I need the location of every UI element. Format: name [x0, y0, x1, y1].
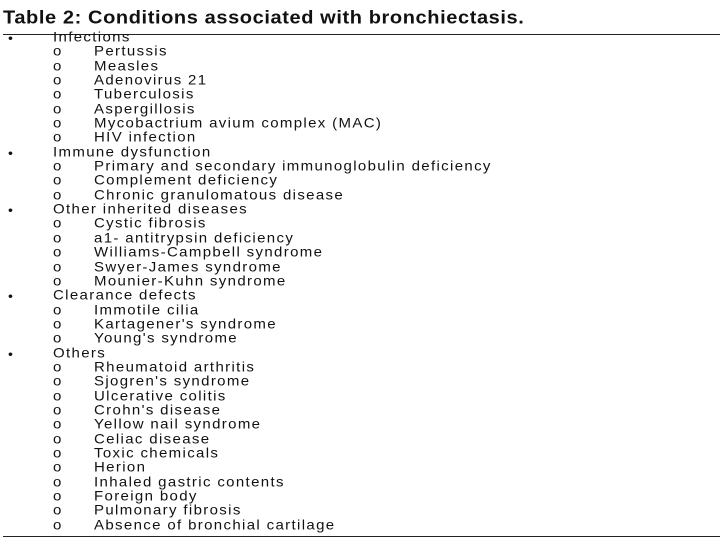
list-item	[0, 361, 720, 374]
bullet-icon: •	[8, 288, 13, 304]
condition-label: Crohn's disease	[94, 402, 222, 419]
condition-label: Adenovirus 21	[94, 72, 208, 89]
list-item	[0, 175, 720, 188]
bottom-rule	[3, 536, 720, 537]
circle-bullet-icon: o	[53, 87, 62, 103]
condition-label: Toxic chemicals	[94, 445, 220, 462]
category-label: Infections	[53, 29, 131, 46]
condition-label: Mounier-Kuhn syndrome	[94, 273, 287, 290]
category-row	[0, 347, 720, 360]
category-group	[0, 31, 720, 146]
condition-label: Pulmonary fibrosis	[94, 503, 242, 519]
conditions-list	[0, 31, 720, 533]
category-group	[0, 146, 720, 203]
circle-bullet-icon: o	[53, 259, 62, 275]
condition-label: Kartagener's syndrome	[94, 316, 277, 333]
list-item	[0, 103, 720, 116]
list-item	[0, 189, 720, 202]
circle-bullet-icon: o	[53, 130, 62, 146]
circle-bullet-icon: o	[53, 445, 62, 462]
condition-label: Herion	[94, 460, 147, 476]
category-row	[0, 287, 720, 304]
list-item	[0, 244, 720, 261]
condition-label: Cystic fibrosis	[94, 216, 207, 232]
list-item	[0, 132, 720, 145]
category-group	[0, 203, 720, 289]
circle-bullet-icon: o	[53, 402, 62, 419]
circle-bullet-icon: o	[53, 101, 62, 118]
condition-label: Inhaled gastric contents	[94, 474, 285, 491]
circle-bullet-icon: o	[53, 216, 62, 232]
circle-bullet-icon: o	[53, 460, 62, 476]
condition-label: Foreign body	[94, 488, 198, 505]
list-item	[0, 433, 720, 446]
condition-label: Immotile cilia	[94, 302, 200, 318]
list-item	[0, 60, 720, 73]
list-item	[0, 232, 720, 245]
condition-label: Primary and secondary immunoglobulin deficiency	[94, 158, 492, 175]
circle-bullet-icon: o	[53, 503, 62, 519]
list-item	[0, 261, 720, 274]
circle-bullet-icon: o	[53, 115, 62, 132]
condition-label: a1- antitrypsin deficiency	[94, 230, 295, 247]
bullet-icon: •	[8, 145, 13, 161]
bullet-icon: •	[8, 30, 13, 46]
condition-label: Ulcerative colitis	[94, 388, 227, 404]
category-row	[0, 146, 720, 159]
circle-bullet-icon: o	[53, 158, 62, 175]
condition-label: Absence of bronchial cartilage	[94, 517, 336, 534]
circle-bullet-icon: o	[53, 58, 62, 75]
circle-bullet-icon: o	[53, 72, 62, 89]
circle-bullet-icon: o	[53, 44, 62, 60]
condition-label: Young's syndrome	[94, 330, 238, 347]
circle-bullet-icon: o	[53, 373, 62, 390]
category-group	[0, 289, 720, 346]
list-item	[0, 390, 720, 403]
condition-label: Tuberculosis	[94, 87, 195, 103]
list-item	[0, 419, 720, 432]
list-item	[0, 462, 720, 475]
list-item	[0, 519, 720, 532]
table-title: Table 2: Conditions associated with bronchiectasis.	[3, 7, 525, 29]
condition-label: Complement deficiency	[94, 173, 279, 189]
circle-bullet-icon: o	[53, 517, 62, 534]
condition-label: HIV infection	[94, 130, 197, 146]
list-item	[0, 304, 720, 317]
list-item	[0, 46, 720, 59]
condition-label: Yellow nail syndrome	[94, 417, 262, 433]
category-label: Immune dysfunction	[53, 144, 212, 161]
list-item	[0, 476, 720, 489]
circle-bullet-icon: o	[53, 417, 62, 433]
circle-bullet-icon: o	[53, 388, 62, 404]
circle-bullet-icon: o	[53, 316, 62, 333]
list-item	[0, 275, 720, 288]
list-item	[0, 218, 720, 231]
list-item	[0, 89, 720, 102]
circle-bullet-icon: o	[53, 230, 62, 247]
list-item	[0, 373, 720, 390]
condition-label: Williams-Campbell syndrome	[94, 244, 324, 261]
condition-label: Sjogren's syndrome	[94, 373, 251, 390]
condition-label: Swyer-James syndrome	[94, 259, 282, 275]
circle-bullet-icon: o	[53, 359, 62, 376]
circle-bullet-icon: o	[53, 302, 62, 318]
list-item	[0, 318, 720, 331]
circle-bullet-icon: o	[53, 244, 62, 261]
condition-label: Rheumatoid arthritis	[94, 359, 256, 376]
circle-bullet-icon: o	[53, 431, 62, 447]
category-label: Clearance defects	[53, 287, 197, 304]
condition-label: Aspergillosis	[94, 101, 196, 118]
circle-bullet-icon: o	[53, 474, 62, 491]
circle-bullet-icon: o	[53, 330, 62, 347]
category-group	[0, 347, 720, 533]
list-item	[0, 330, 720, 347]
category-label: Others	[53, 345, 107, 361]
condition-label: Mycobactrium avium complex (MAC)	[94, 115, 383, 132]
bullet-icon: •	[8, 346, 13, 361]
condition-label: Pertussis	[94, 44, 168, 60]
condition-label: Celiac disease	[94, 431, 211, 447]
circle-bullet-icon: o	[53, 273, 62, 290]
bullet-icon: •	[8, 202, 13, 218]
condition-label: Measles	[94, 58, 160, 75]
list-item	[0, 402, 720, 419]
list-item	[0, 505, 720, 518]
circle-bullet-icon: o	[53, 173, 62, 189]
circle-bullet-icon: o	[53, 488, 62, 505]
category-label: Other inherited diseases	[53, 201, 248, 218]
condition-label: Chronic granulomatous disease	[94, 187, 345, 204]
circle-bullet-icon: o	[53, 187, 62, 204]
